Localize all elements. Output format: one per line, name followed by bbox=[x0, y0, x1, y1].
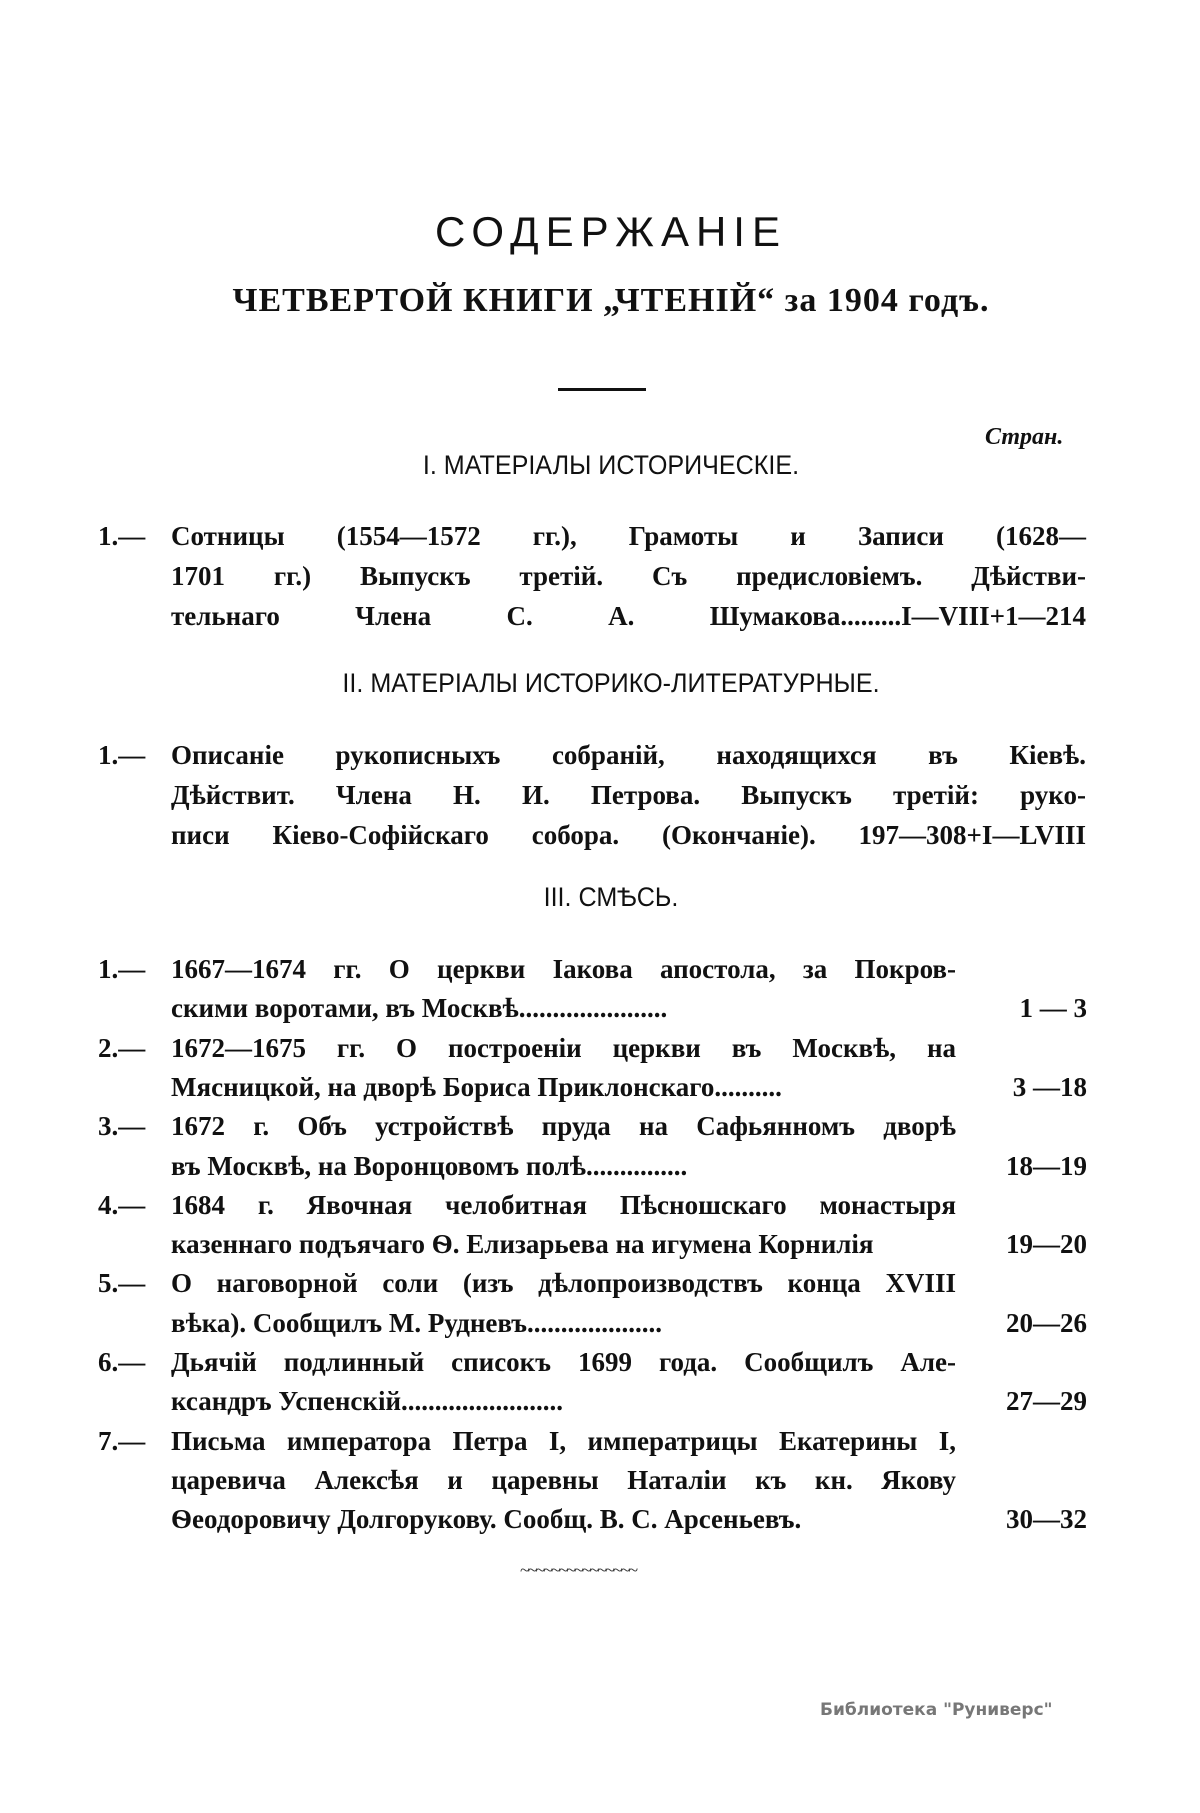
entry-text-line: Дьячій подлинный списокъ 1699 года. Сообщилъ Але- bbox=[171, 1347, 956, 1377]
entry-text-line: Ѳеодоровичу Долгорукову. Сообщ. В. С. Арсеньевъ. bbox=[171, 1504, 802, 1535]
entry-number: 5.— bbox=[98, 1268, 146, 1299]
entry-pages: 3 —18 bbox=[1012, 1071, 1087, 1102]
entry-text-line: царевича Алексѣя и царевны Наталіи къ кн. Якову bbox=[171, 1464, 956, 1495]
entry-text-line: скими воротами, въ Москвѣ...................... bbox=[171, 993, 668, 1024]
entry-text-line: Дѣйствит. Члена Н. И. Петрова. Выпускъ третій: руко- bbox=[171, 780, 1086, 810]
page-subtitle: ЧЕТВЕРТОЙ КНИГИ „ЧТЕНІЙ“ за 1904 годъ. bbox=[232, 282, 990, 319]
entry-text-line: вѣка). Сообщилъ М. Рудневъ.................... bbox=[171, 1307, 663, 1338]
entry-text-line: ксандръ Успенскій........................ bbox=[171, 1386, 564, 1417]
page-title: СОДЕРЖАНІЕ bbox=[435, 208, 787, 255]
entry-text-line: писи Кіево-Софійскаго собора. (Окончаніе). 197—308+I—LVIII bbox=[171, 820, 1086, 850]
entry-number: 3.— bbox=[98, 1111, 146, 1142]
entry-text-line: тельнаго Члена С. А. Шумакова.........I—VIII+1—214 bbox=[171, 601, 1086, 631]
entry-pages: 27—29 bbox=[1006, 1386, 1087, 1417]
entry-text-line: 1672 г. Объ устройствѣ пруда на Сафьянномъ дворѣ bbox=[171, 1111, 956, 1142]
entry-text-line: Мясницкой, на дворѣ Бориса Приклонскаго.......... bbox=[171, 1071, 782, 1102]
entry-text-line: Описаніе рукописныхъ собраній, находящихся въ Кіевѣ. bbox=[171, 740, 1086, 770]
entry-text-line: 1672—1675 гг. О построеніи церкви въ Москвѣ, на bbox=[171, 1032, 956, 1063]
entry-text-line: 1701 гг.) Выпускъ третій. Съ предисловіемъ. Дѣйстви- bbox=[171, 561, 1086, 591]
entry-pages: 30—32 bbox=[1006, 1504, 1087, 1535]
entry-pages: 20—26 bbox=[1006, 1307, 1087, 1338]
ornament: ~~~~~~~~~~~~~~~ bbox=[520, 1560, 637, 1580]
entry-text-line: 1667—1674 гг. О церкви Іакова апостола, за Покров- bbox=[171, 954, 956, 984]
entry-text-line: казеннаго подъячаго Ѳ. Елизарьева на игумена Корнилія bbox=[171, 1229, 874, 1260]
section-heading: I. МАТЕРІАЛЫ ИСТОРИЧЕСКІЕ. bbox=[422, 450, 800, 480]
entry-text-line: 1684 г. Явочная челобитная Пѣсношскаго монастыря bbox=[171, 1189, 956, 1220]
entry-pages: 19—20 bbox=[1006, 1229, 1087, 1260]
entry-pages: 18—19 bbox=[1006, 1150, 1087, 1181]
entry-number: 1.— bbox=[98, 740, 146, 770]
entry-text-line: Сотницы (1554—1572 гг.), Грамоты и Записи (1628— bbox=[171, 521, 1086, 551]
entry-number: 6.— bbox=[98, 1347, 146, 1377]
entry-number: 1.— bbox=[98, 954, 146, 984]
pages-column-header: Стран. bbox=[985, 424, 1064, 450]
entry-text-line: О наговорной соли (изъ дѣлопроизводствъ конца XVIII bbox=[171, 1268, 956, 1299]
entry-number: 4.— bbox=[98, 1189, 146, 1220]
divider bbox=[558, 388, 646, 391]
entry-number: 2.— bbox=[98, 1032, 146, 1063]
section-heading: II. МАТЕРІАЛЫ ИСТОРИКО-ЛИТЕРАТУРНЫЕ. bbox=[342, 668, 880, 698]
watermark: Библиотека "Руниверс" bbox=[820, 1700, 1053, 1720]
entry-pages: 1 — 3 bbox=[1019, 993, 1087, 1024]
entry-number: 7.— bbox=[98, 1425, 146, 1456]
entry-text-line: Письма императора Петра I, императрицы Екатерины I, bbox=[171, 1425, 956, 1456]
entry-number: 1.— bbox=[98, 521, 146, 551]
section-heading: III. СМѢСЬ. bbox=[543, 882, 679, 912]
entry-text-line: въ Москвѣ, на Воронцовомъ полѣ............... bbox=[171, 1150, 688, 1181]
